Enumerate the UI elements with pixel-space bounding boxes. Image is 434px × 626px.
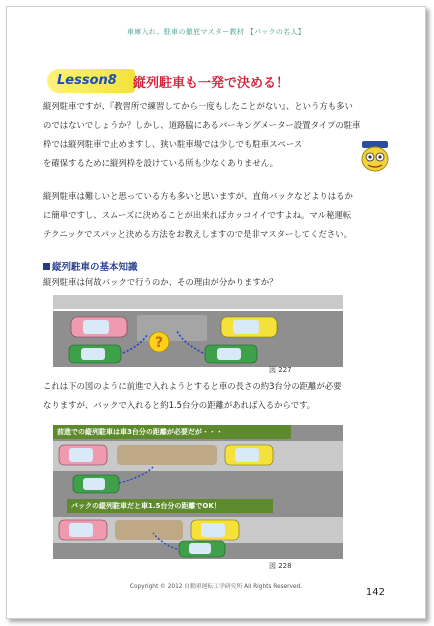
lesson-heading [47,69,305,93]
mascot-face-icon [359,139,391,173]
explanation-line: 縦列駐車は難しいと思っている方も多いと思いますが、直角バックなどよりはるか [43,191,353,201]
document-page [6,6,426,619]
pink-car-icon [59,445,107,465]
yellow-car-icon [225,445,273,465]
page-number: 142 [365,587,385,598]
copyright-footer: Copyright © 2012 自動車運転工学研究所 All Rights Reserved. [129,584,303,590]
pink-car-icon [71,317,127,337]
lesson-badge-label: Lesson8 [57,73,117,88]
reason-line: なりますが、バックで入れると約1.5台分の距離があれば入るからです。 [43,400,316,410]
yellow-car-icon [191,520,239,540]
reason-paragraph [43,377,395,415]
section-title: 縦列駐車の基本知識 [52,262,138,273]
explanation-paragraph [43,187,395,244]
green-car-icon [179,541,225,557]
question-paragraph [43,273,395,292]
explanation-line: テクニックでスパッと決める方法をお教えしますので是非マスターしてください。 [43,229,353,239]
figure-228-caption: 図 228 [269,562,292,570]
figure-228 [53,425,343,559]
forward-banner: 前進での縦列駐車は車3台分の距離が必要だが・・・ [57,428,223,436]
svg-text:?: ? [155,335,164,351]
intro-line: 縦列駐車ですが、『教習所で練習してから一度もしたことがない』、という方も多い [43,101,353,111]
page-header: 車庫入れ、駐車の徹底マスター教材 【バックの名人】 [126,28,306,36]
intro-line: のではないでしょうか？しかし、道路脇にあるパーキングメーター設置タイプの駐車 [43,120,361,130]
green-car-icon [205,345,257,363]
figure-227-caption: 図 227 [269,366,292,374]
section-heading [43,259,138,273]
intro-line: 枠では縦列駐車で止めますし、狭い駐車場では少しでも駐車スペース [43,139,303,149]
green-car-icon [69,345,121,363]
question-line: 縦列駐車は何故バックで行うのか、その理由が分かりますか？ [43,277,278,287]
reverse-banner: バックの縦列駐車だと車1.5台分の距離でOK！ [71,502,221,510]
yellow-car-icon [221,317,277,337]
green-car-icon [73,475,119,493]
lesson-title: 縦列駐車も一発で決める！ [133,76,290,91]
explanation-line: に簡単ですし、スムーズに決めることが出来ればカッコイイですよね。マル秘運転 [43,210,352,220]
reason-line: これは下の図のように前進で入れようとすると車の長さの約3台分の距離が必要 [43,381,342,391]
pink-car-icon [59,520,107,540]
intro-line: を確保するために縦列枠を設けている所も少なくありません。 [43,158,279,168]
intro-paragraph [43,97,395,173]
square-bullet-icon [43,263,50,270]
figure-227 [53,295,343,367]
